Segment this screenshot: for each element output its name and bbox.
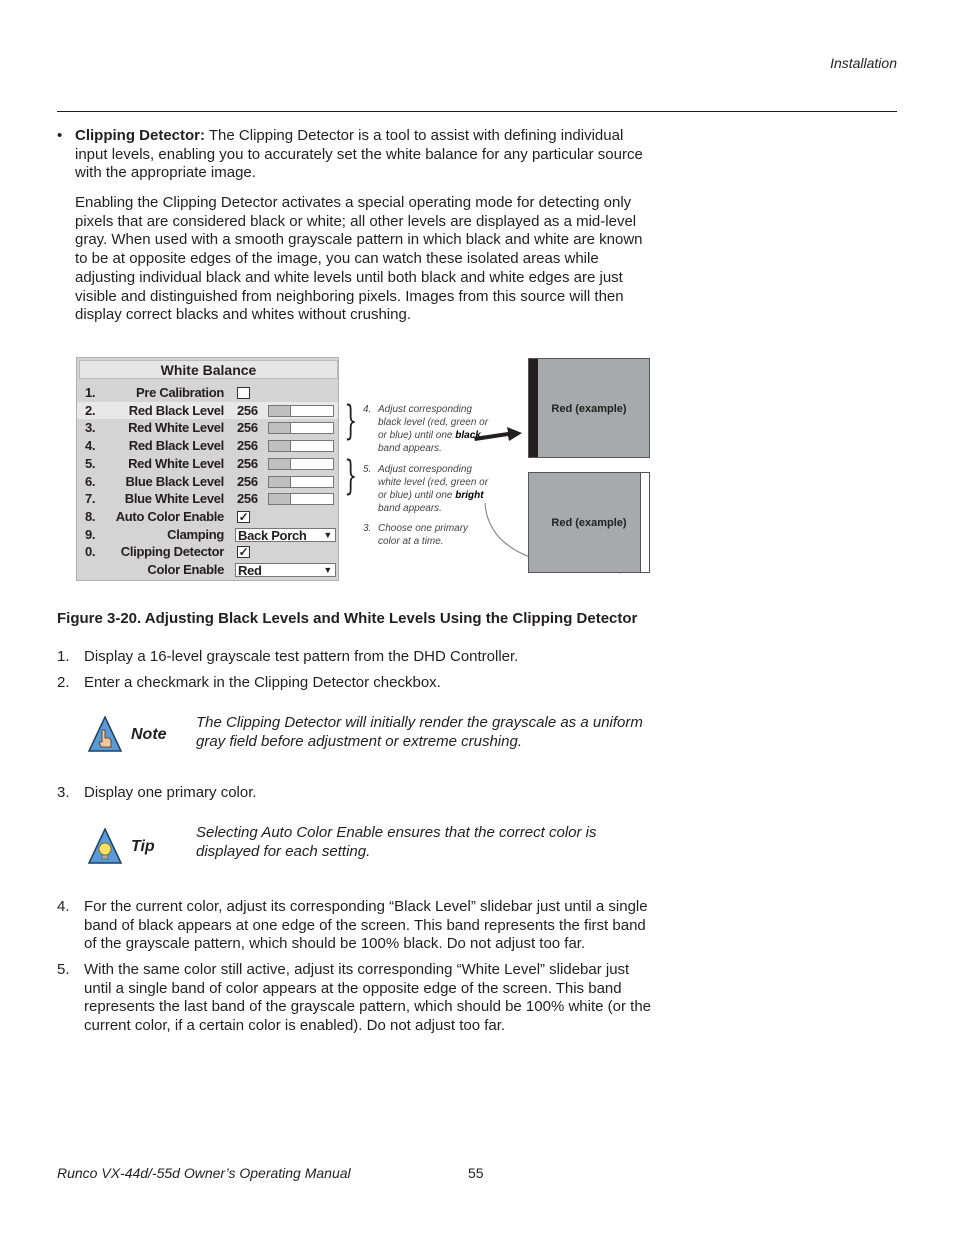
menu-row-number: 0. — [85, 544, 96, 560]
menu-row-value: 256 — [237, 420, 258, 436]
hand-pointer-icon — [88, 716, 122, 752]
clipping-detector-paragraph: Enabling the Clipping Detector activates a special operating mode for detecting only pixels that are considered black or white; all other levels are displayed as a mid-level gray. When used with a smooth grayscale pattern in which black and white are known to be at opposite edges of the image, you can watch these isolated areas while adjusting individual black and white levels until both black and white edges are just visible and distinguished from neighboring pixels. Images from this source will then display correct blacks and whites without crushing. — [75, 194, 643, 324]
tip-text: Selecting Auto Color Enable ensures that the correct color is displayed for each setting. — [196, 824, 597, 860]
dropdown-value: Back Porch — [238, 527, 307, 543]
menu-row-label: Clamping — [167, 526, 224, 542]
dropdown-value: Red — [238, 563, 262, 578]
page-number: 55 — [468, 1165, 484, 1181]
level-slider[interactable] — [268, 440, 334, 452]
menu-row[interactable] — [77, 561, 338, 579]
step-4: 4. For the current color, adjust its corresponding “Black Level” slidebar just until a single band of black appears at one edge of the screen. This band represents the first band of the grayscale pattern, which should be 100% black. Do not adjust too far. — [57, 898, 648, 953]
menu-row-value: 256 — [237, 455, 258, 471]
screen-bright-band — [528, 472, 650, 573]
menu-row-number: 2. — [85, 402, 96, 418]
white-balance-title: White Balance — [79, 360, 338, 379]
menu-row[interactable] — [77, 384, 338, 402]
slider-fill — [269, 441, 291, 451]
chevron-down-icon: ▼ — [323, 565, 332, 575]
menu-row-value: 256 — [237, 491, 258, 507]
menu-row-number: 4. — [85, 438, 96, 454]
menu-row-label: Pre Calibration — [136, 385, 224, 400]
chevron-down-icon: ▼ — [323, 529, 332, 540]
menu-row-number: 1. — [85, 385, 96, 400]
slider-fill — [269, 494, 291, 504]
menu-row[interactable] — [77, 473, 338, 491]
lightbulb-icon — [88, 828, 122, 864]
level-slider[interactable] — [268, 405, 334, 417]
step-5: 5. With the same color still active, adjust its corresponding “White Level” slidebar just until a single band of color appears at the opposite edge of the screen. This band represents the last band of the grayscale pattern, which should be 100% white (or the current color, if a certain color is enabled). Do not adjust too far. — [57, 961, 652, 1035]
dropdown-select[interactable] — [235, 563, 336, 577]
screen-label: Red (example) — [551, 403, 627, 415]
annotation-white-level: 5. Adjust corresponding white level (red, green or or blue) until one bright band appears. — [363, 464, 489, 514]
menu-row-number: 8. — [85, 508, 96, 524]
tip-label: Tip — [131, 838, 155, 855]
menu-row-label: Color Enable — [147, 562, 224, 577]
menu-row-label: Red Black Level — [128, 438, 224, 454]
arrow-to-black-band-icon — [470, 420, 530, 450]
note-label: Note — [131, 726, 167, 743]
figure-caption: Figure 3-20. Adjusting Black Levels and White Levels Using the Clipping Detector — [57, 610, 638, 627]
bullet-marker: • — [57, 127, 63, 144]
bullet-term-text: The Clipping Detector is a tool to assist with defining individual input levels, enabling you to accurately set the white balance for any particular source with the appropriate image. — [75, 127, 643, 182]
menu-row[interactable] — [77, 508, 338, 526]
menu-row-label: Red White Level — [128, 420, 224, 436]
brace-black-icon: } — [344, 398, 358, 444]
note-text: The Clipping Detector will initially render the grayscale as a uniform gray field before adjustment or extreme crushing. — [196, 714, 643, 750]
slider-fill — [269, 423, 291, 433]
menu-row-label: Clipping Detector — [120, 544, 224, 560]
brace-white-icon: } — [344, 453, 358, 499]
white-balance-menu — [76, 357, 339, 581]
menu-row[interactable] — [77, 402, 338, 420]
menu-row-value: 256 — [237, 402, 258, 418]
dropdown-select[interactable] — [235, 528, 336, 542]
menu-row-number: 9. — [85, 526, 96, 542]
step-3: 3. Display one primary color. — [57, 784, 257, 801]
menu-row-label: Blue White Level — [124, 491, 224, 507]
checkbox-unchecked[interactable] — [237, 387, 250, 399]
checkbox-checked[interactable]: ✓ — [238, 509, 249, 524]
header-rule — [57, 111, 897, 112]
menu-row-label: Auto Color Enable — [115, 508, 224, 524]
slider-fill — [269, 459, 291, 469]
bullet-term: Clipping Detector: — [75, 127, 205, 144]
checkbox-checked[interactable]: ✓ — [238, 545, 249, 560]
menu-row-label: Red Black Level — [128, 402, 224, 418]
clipping-detector-bullet — [57, 127, 657, 183]
slider-fill — [269, 477, 291, 487]
screen-black-band — [528, 358, 650, 458]
menu-row[interactable] — [77, 455, 338, 473]
menu-row-label: Blue Black Level — [125, 473, 224, 489]
menu-row-number: 6. — [85, 473, 96, 489]
menu-row[interactable] — [77, 543, 338, 561]
menu-row-value: 256 — [237, 473, 258, 489]
slider-fill — [269, 406, 291, 416]
menu-row[interactable] — [77, 490, 338, 508]
menu-row-number: 3. — [85, 420, 96, 436]
menu-row-number: 5. — [85, 455, 96, 471]
footer-manual-title: Runco VX-44d/-55d Owner’s Operating Manual — [57, 1165, 351, 1181]
level-slider[interactable] — [268, 476, 334, 488]
screen-label: Red (example) — [551, 517, 627, 529]
menu-row-value: 256 — [237, 438, 258, 454]
step-2: 2. Enter a checkmark in the Clipping Detector checkbox. — [57, 674, 441, 691]
menu-row-label: Red White Level — [128, 455, 224, 471]
level-slider[interactable] — [268, 493, 334, 505]
menu-row-number: 7. — [85, 491, 96, 507]
level-slider[interactable] — [268, 422, 334, 434]
menu-row[interactable] — [77, 526, 338, 544]
menu-row[interactable] — [77, 419, 338, 437]
level-slider[interactable] — [268, 458, 334, 470]
annotation-primary-color: 3. Choose one primary color at a time. — [363, 523, 469, 547]
step-1: 1. Display a 16-level grayscale test pattern from the DHD Controller. — [57, 648, 519, 665]
running-header: Installation — [830, 55, 897, 71]
menu-row[interactable] — [77, 437, 338, 455]
annotation-black-level: 4. Adjust corresponding black level (red, green or or blue) until one black band appears. — [363, 404, 489, 454]
